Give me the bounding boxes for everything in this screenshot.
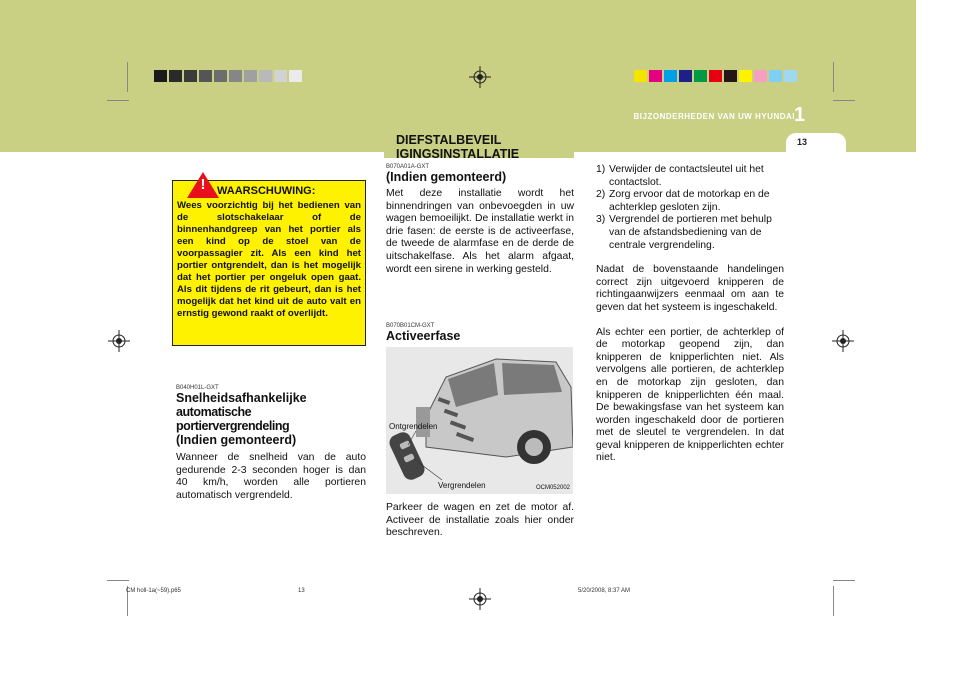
- paragraph: Nadat de bovenstaande handelingen correct zijn uitgevoerd knipperen de richtingaanwijzers eenmaal om aan te geven dat het systeem is ingeschakeld.: [596, 264, 784, 313]
- section-heading: Snelheidsafhankelijke: [176, 391, 307, 405]
- page-number: 13: [797, 137, 808, 147]
- section-title: [396, 133, 571, 161]
- warning-title: WAARSCHUWING:: [217, 185, 316, 197]
- chapter-number: 1: [794, 104, 806, 126]
- color-swatch: [784, 70, 797, 82]
- color-swatch: [649, 70, 662, 82]
- section-body: Wanneer de snelheid van de auto gedurende 2-3 seconden hoger is dan 40 km/h, worden alle portieren automatisch vergrendeld.: [176, 452, 366, 501]
- color-swatch: [154, 70, 167, 82]
- section-code: B040H01L-GXT: [176, 385, 219, 391]
- footer-page: 13: [298, 588, 305, 594]
- color-swatch: [679, 70, 692, 82]
- color-swatch: [634, 70, 647, 82]
- chapter-title: BIJZONDERHEDEN VAN UW HYUNDAI: [633, 112, 795, 121]
- color-bar: [634, 70, 799, 82]
- list-item: 2) Zorg ervoor dat de motorkap en de achterklep gesloten zijn.: [596, 189, 770, 213]
- section-heading: (Indien gemonteerd): [386, 170, 507, 184]
- section-body: Met deze installatie wordt het binnendringen van onbevoegden in uw wagen bemoeilijkt. De installatie werkt in drie fasen: de eerste is de activeerfase, de tweede de alarmfase en de derde de uitschakelfase. Als het alarm afgaat, wordt een sirene in werking gesteld.: [386, 188, 574, 275]
- registration-target-icon: [469, 588, 491, 610]
- car-key-figure: [386, 347, 573, 494]
- color-swatch: [724, 70, 737, 82]
- activation-body: [386, 502, 574, 540]
- color-swatch: [274, 70, 287, 82]
- color-swatch: [229, 70, 242, 82]
- warning-text: Wees voorzichtig bij het bedienen van de slotschakelaar of de binnenhandgreep van het portier als een kind op de stoel van de voorpassagier zit. Als een kind het portier ontgrendelt, dan is het mogelijk dat het portier per ongeluk open gaat. Als dit tijdens de rit gebeurt, dan is het mogelijk dat het kind uit de auto valt en ernstig gewond raakt of overlijdt.: [177, 200, 361, 319]
- crop-mark: [127, 62, 128, 92]
- color-swatch: [169, 70, 182, 82]
- color-swatch: [739, 70, 752, 82]
- color-swatch: [754, 70, 767, 82]
- color-swatch: [664, 70, 677, 82]
- grayscale-bar: [154, 70, 304, 82]
- section-title-line: DIEFSTALBEVEIL: [396, 133, 502, 147]
- page-tab: [786, 133, 846, 153]
- list-item: 1) Verwijder de contactsleutel uit het contactslot.: [596, 164, 764, 188]
- figure-label-unlock: Ontgrendelen: [389, 422, 438, 431]
- car-illustration-icon: [386, 347, 573, 494]
- registration-target-icon: [108, 330, 130, 352]
- warning-exclamation: !: [200, 176, 206, 193]
- list-item: 3) Vergrendel de portieren met behulp van de afstandsbediening van de centrale vergrendeling.: [596, 214, 772, 251]
- color-swatch: [214, 70, 227, 82]
- speed-lock-section: [176, 385, 366, 502]
- figure-label-lock: Vergrendelen: [438, 481, 486, 490]
- crop-mark: [833, 62, 834, 92]
- steps-list: [596, 164, 784, 252]
- section-body: Parkeer de wagen en zet de motor af. Activeer de installatie zoals hier onder beschreven.: [386, 502, 574, 539]
- paragraph: Als echter een portier, de achterklep of de motorkap geopend zijn, dan knipperen de knipperlichten niet. Als vervolgens alle portieren, de achterklep en de motorkap zijn gesloten, dan knipperen de knipperlichten één maal. De bewakingsfase van het systeem kan worden ingeschakeld door de portieren met de sleutel te vergrendelen. In dat geval knipperen de knipperlichten echter niet.: [596, 326, 784, 464]
- section-heading: automatische portiervergrendeling: [176, 405, 290, 433]
- section-title-line: IGINGSINSTALLATIE: [396, 147, 520, 161]
- registration-target-icon: [832, 330, 854, 352]
- crop-mark: [833, 580, 855, 581]
- color-swatch: [199, 70, 212, 82]
- crop-mark: [107, 580, 129, 581]
- color-swatch: [259, 70, 272, 82]
- color-swatch: [244, 70, 257, 82]
- section-heading: (Indien gemonteerd): [176, 433, 297, 447]
- color-swatch: [289, 70, 302, 82]
- activation-section: [386, 323, 574, 343]
- figure-code: OCM052002: [535, 485, 570, 491]
- alarm-section: [386, 164, 574, 276]
- footer-date: 5/20/2008, 8:37 AM: [578, 588, 631, 594]
- section-code: B070B01CM-GXT: [386, 323, 435, 329]
- color-swatch: [184, 70, 197, 82]
- color-swatch: [769, 70, 782, 82]
- registration-target-icon: [469, 66, 491, 88]
- section-heading: Activeerfase: [386, 329, 461, 343]
- color-swatch: [694, 70, 707, 82]
- crop-mark: [833, 586, 834, 616]
- color-swatch: [709, 70, 722, 82]
- footer-file: CM holl-1a(~59).p65: [126, 588, 181, 594]
- warning-box: [172, 180, 366, 346]
- crop-mark: [107, 100, 129, 101]
- crop-mark: [833, 100, 855, 101]
- steps-section: [596, 164, 784, 465]
- section-code: B070A01A-GXT: [386, 164, 430, 170]
